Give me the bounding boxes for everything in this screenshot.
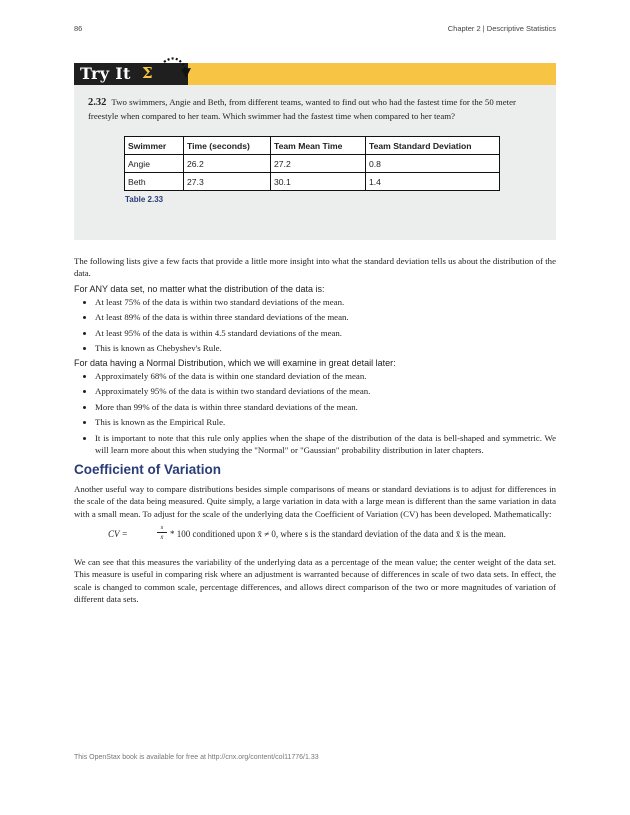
sigma-icon: Σ — [142, 64, 153, 82]
table-row — [125, 173, 500, 191]
swimmer-table — [124, 136, 500, 191]
table-row — [125, 155, 500, 173]
problem-number: 2.32 — [88, 97, 107, 108]
chebyshev-list — [74, 296, 556, 355]
table-cell: 26.2 — [184, 155, 271, 173]
formula-rest: * 100 conditioned upon x̄ ≠ 0, where s is the standard deviation of the data and x̄ is the mean. — [170, 529, 506, 540]
table-cell: Angie — [125, 155, 184, 173]
table-cell: 27.2 — [271, 155, 366, 173]
table-header: Team Standard Deviation — [366, 137, 500, 155]
problem-statement — [88, 96, 548, 122]
list-item: • This is known as the Empirical Rule. — [95, 416, 556, 428]
empirical-list — [74, 370, 556, 456]
intro-paragraph: The following lists give a few facts that provide a little more insight into what the standard deviation tells us about the distribution of the data. — [74, 256, 556, 279]
list-item: • This is known as Chebyshev's Rule. — [95, 342, 556, 354]
table-cell: 0.8 — [366, 155, 500, 173]
section-title: Coefficient of Variation — [74, 461, 222, 477]
try-it-text: Try It — [80, 64, 131, 83]
table-caption: Table 2.33 — [125, 195, 164, 204]
closing-paragraph: We can see that this measures the variability of the underlying data as a percentage of the mean value; the center weight of the data set. This measure is useful in comparing risk where an adjustment is warranted because of differences in scale of two data sets. In effect, the scale is changed to common scale, percentage differences, and allows direct comparison of the two or more magnitudes of variation of different data sets. — [74, 557, 556, 605]
normal-data-lead: For data having a Normal Distribution, which we will examine in great detail later: — [74, 357, 396, 368]
cv-formula — [108, 526, 556, 548]
dotted-arrow-icon — [160, 54, 194, 84]
table-cell: 27.3 — [184, 173, 271, 191]
try-it-box — [74, 63, 556, 240]
page-number: 86 — [74, 24, 83, 33]
table-cell: 1.4 — [366, 173, 500, 191]
table-header: Time (seconds) — [184, 137, 271, 155]
main-content — [74, 255, 556, 610]
any-data-lead: For ANY data set, no matter what the distribution of the data is: — [74, 283, 325, 294]
table-header: Swimmer — [125, 137, 184, 155]
chapter-title: Chapter 2 | Descriptive Statistics — [447, 24, 556, 33]
list-item: • At least 89% of the data is within three standard deviations of the mean. — [95, 311, 556, 323]
formula-numerator: s — [157, 524, 167, 533]
page-footer: This OpenStax book is available for free at http://cnx.org/content/col11776/1.33 — [74, 754, 319, 761]
formula-denominator: x̄ — [160, 534, 164, 542]
table-header: Team Mean Time — [271, 137, 366, 155]
page-header — [74, 24, 556, 36]
list-item: • It is important to note that this rule only applies when the shape of the distribution of the data is bell-shaped and symmetric. We will learn more about this when studying the "Normal" or "Gaussian" probability distribution in later chapters. — [95, 432, 556, 456]
list-item: • Approximately 68% of the data is within one standard deviation of the mean. — [95, 370, 556, 382]
try-it-banner — [74, 63, 556, 85]
list-item: • More than 99% of the data is within three standard deviations of the mean. — [95, 401, 556, 413]
list-item: • At least 75% of the data is within two standard deviations of the mean. — [95, 296, 556, 308]
table-cell: Beth — [125, 173, 184, 191]
formula-fraction — [157, 524, 167, 542]
table-cell: 30.1 — [271, 173, 366, 191]
formula-lhs: CV = — [108, 529, 128, 540]
problem-text: Two swimmers, Angie and Beth, from different teams, wanted to find out who had the fastest time for the 50 meter freestyle when compared to her team. Which swimmer had the fastest time when compared to her team? — [88, 97, 516, 121]
table-header-row — [125, 137, 500, 155]
list-item: • At least 95% of the data is within 4.5 standard deviations of the mean. — [95, 327, 556, 339]
cv-paragraph: Another useful way to compare distributions besides simple comparisons of means or standard deviations is to adjust for differences in the scale of the data being measured. Quite simply, a large variation in data with a large mean is different than the same variation in data with a small mean. To adjust for the scale of the underlying data the Coefficient of Variation (CV) has been developed. Mathematically: — [74, 483, 556, 519]
list-item: • Approximately 95% of the data is within two standard deviations of the mean. — [95, 385, 556, 397]
